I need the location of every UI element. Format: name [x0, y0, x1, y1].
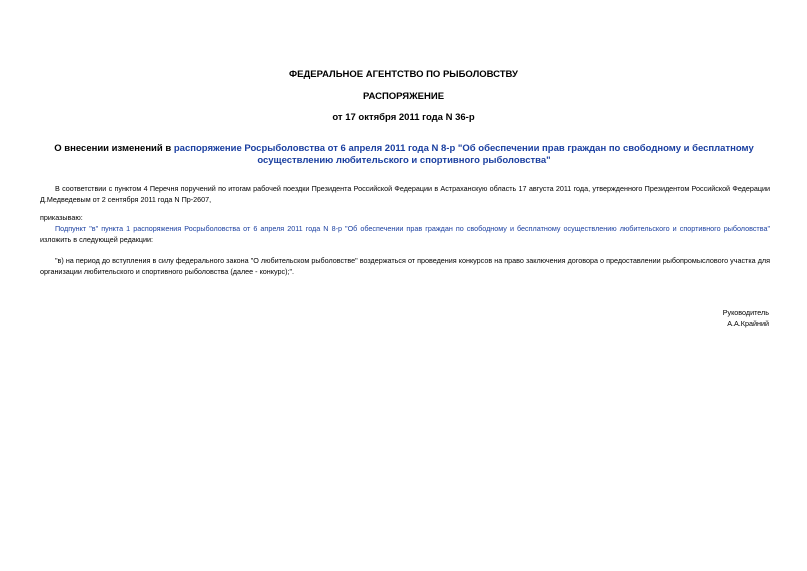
signature-block	[723, 307, 769, 329]
document-subject	[28, 143, 780, 167]
amendment-paragraph	[40, 224, 770, 245]
subject-prefix: О внесении изменений в	[54, 143, 174, 154]
signatory-position: Руководитель	[722, 308, 769, 317]
preamble-paragraph: В соответствии с пунктом 4 Перечня поручений по итогам рабочей поездки Президента Российской Федерации в Астраханскую область 17 августа 2011 года, утвержденного Президентом Российской Федерации Д.Медведевым от 2 сентября 2011 года N Пр-2607,	[40, 184, 770, 204]
order-word: приказываю:	[40, 213, 83, 222]
subject-link[interactable]: распоряжение Росрыболовства от 6 апреля 2011 года N 8-р "Об обеспечении прав граждан по свободному и бесплатному осуществлению любительского и спортивного рыболовства"	[173, 143, 754, 166]
document-date: от 17 октября 2011 года N 36-р	[332, 112, 475, 123]
agency-name: ФЕДЕРАЛЬНОЕ АГЕНТСТВО ПО РЫБОЛОВСТВУ	[289, 69, 518, 80]
document-type: РАСПОРЯЖЕНИЕ	[362, 91, 445, 102]
amendment-link[interactable]: Подпункт "в" пункта 1 распоряжения Росрыболовства от 6 апреля 2011 года N 8-р "Об обеспечении прав граждан по свободному и бесплатному осуществлению любительского и спортивного рыболовства"	[55, 224, 770, 233]
amendment-rest: изложить в следующей редакции:	[40, 234, 154, 244]
new-wording-paragraph: "в) на период до вступления в силу федерального закона "О любительском рыболовстве" воздержаться от проведения конкурсов на право заключения договора о предоставлении рыбопромыслового участка для организации любительского и спортивного рыболовства (далее - конкурс);".	[40, 256, 770, 276]
signatory-name: А.А.Крайний	[727, 319, 769, 328]
